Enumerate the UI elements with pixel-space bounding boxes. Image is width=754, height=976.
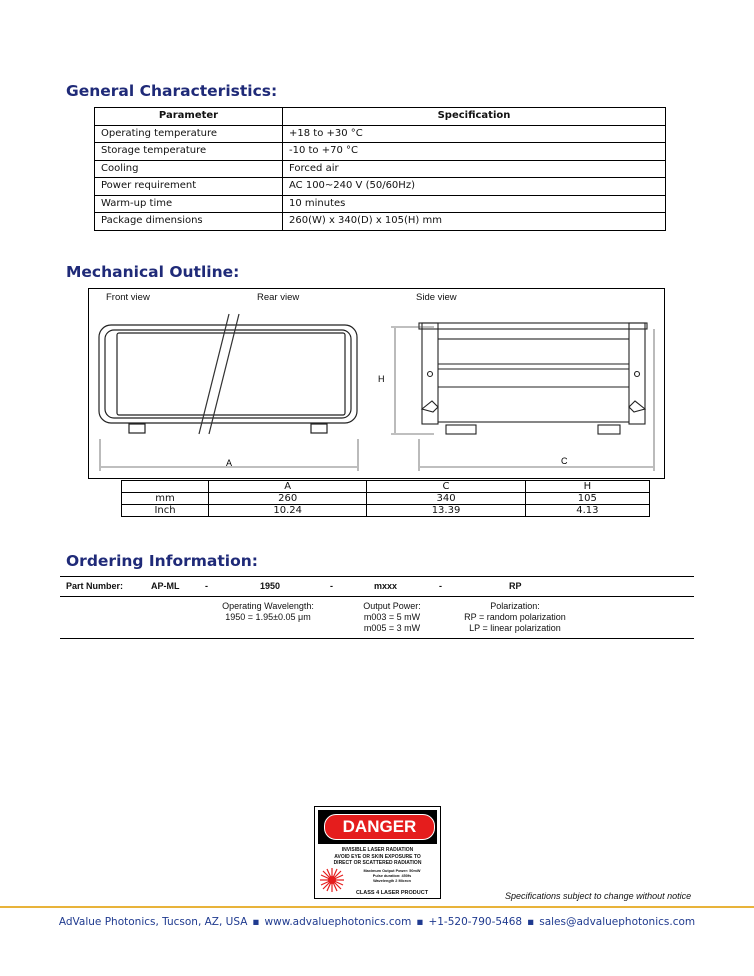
footer-phone: +1-520-790-5468 [428, 916, 523, 928]
polarization-option: LP = linear polarization [469, 623, 561, 633]
parameter-cell: Storage temperature [95, 143, 283, 161]
part-polarization-code: RP [509, 581, 522, 591]
specification-cell: 10 minutes [283, 195, 666, 213]
danger-laser-label [314, 806, 441, 899]
danger-line: AVOID EYE OR SKIN EXPOSURE TO [334, 853, 421, 860]
ordering-divider [60, 596, 694, 597]
footer-separator: ▪ [252, 916, 260, 928]
table-row [95, 195, 666, 213]
power-option: m003 = 5 mW [363, 612, 421, 622]
part-separator: - [205, 581, 208, 591]
table-row [95, 178, 666, 196]
danger-header [318, 810, 437, 844]
parameter-cell: Warm-up time [95, 195, 283, 213]
front-rear-view-drawing [99, 314, 357, 434]
disclaimer-text: Specifications subject to change without notice [505, 891, 692, 901]
footer-company: AdValue Photonics, Tucson, AZ, USA [58, 916, 248, 928]
specification-cell: -10 to +70 °C [283, 143, 666, 161]
specification-cell: 260(W) x 340(D) x 105(H) mm [283, 213, 666, 231]
footer [0, 916, 754, 928]
danger-warning-text [318, 847, 437, 867]
specification-cell: AC 100~240 V (50/60Hz) [283, 178, 666, 196]
dimension-lines [100, 327, 654, 471]
table-row [95, 143, 666, 161]
value-cell: 10.24 [209, 505, 367, 517]
footer-email-link[interactable]: sales@advaluephotonics.com [539, 916, 696, 928]
rear-view-label: Rear view [257, 292, 300, 303]
part-separator: - [439, 581, 442, 591]
header-blank [122, 481, 209, 493]
value-cell: 4.13 [525, 505, 649, 517]
wavelength-title: Operating Wavelength: [222, 601, 314, 611]
table-row [95, 125, 666, 143]
power-title: Output Power: [363, 601, 421, 611]
mechanical-outline-title: Mechanical Outline: [66, 263, 240, 281]
polarization-description [460, 601, 570, 634]
side-view-label: Side view [416, 292, 457, 303]
footer-divider [0, 906, 754, 908]
power-option: m005 = 3 mW [363, 623, 421, 633]
part-power-code: mxxx [374, 581, 398, 591]
footer-separator: ▪ [527, 916, 535, 928]
danger-heading: DANGER [324, 814, 435, 840]
part-wavelength-code: 1950 [260, 581, 281, 591]
danger-spec-line: Pulse duration: 450fs [372, 874, 412, 878]
table-row [95, 213, 666, 231]
mechanical-drawing-frame [88, 288, 665, 479]
general-characteristics-table [94, 107, 666, 231]
unit-cell: mm [122, 493, 209, 505]
danger-spec-line: Maximum Output Power: 50mW [363, 869, 421, 873]
header-parameter: Parameter [95, 108, 283, 126]
parameter-cell: Power requirement [95, 178, 283, 196]
ordering-information-table [60, 576, 694, 639]
mechanical-outline-drawing [89, 289, 666, 480]
dimension-label-a: A [226, 458, 233, 468]
footer-separator: ▪ [416, 916, 424, 928]
dimension-label-c: C [561, 456, 568, 466]
side-view-drawing [419, 323, 647, 434]
unit-cell: Inch [122, 505, 209, 517]
laser-class: CLASS 4 LASER PRODUCT [355, 890, 429, 896]
dimensions-table [121, 480, 650, 517]
footer-website-link[interactable]: www.advaluephotonics.com [264, 916, 412, 928]
header-a: A [209, 481, 367, 493]
polarization-option: RP = random polarization [464, 612, 566, 622]
danger-line: INVISIBLE LASER RADIATION [341, 847, 414, 853]
value-cell: 13.39 [367, 505, 525, 517]
header-c: C [367, 481, 525, 493]
part-separator: - [330, 581, 333, 591]
danger-spec-line: Wavelength 2 Micron [373, 879, 411, 883]
table-header-row [95, 108, 666, 126]
front-view-label: Front view [106, 292, 150, 303]
danger-line: DIRECT OR SCATTERED RADIATION [333, 860, 422, 866]
parameter-cell: Package dimensions [95, 213, 283, 231]
header-specification: Specification [283, 108, 666, 126]
value-cell: 340 [367, 493, 525, 505]
laser-starburst-icon [319, 867, 345, 893]
dimension-label-h: H [378, 374, 385, 384]
general-characteristics-title: General Characteristics: [66, 82, 278, 100]
specification-cell: Forced air [283, 160, 666, 178]
part-number-label: Part Number: [66, 581, 124, 591]
specification-cell: +18 to +30 °C [283, 125, 666, 143]
table-row [122, 505, 650, 517]
table-row [95, 160, 666, 178]
header-h: H [525, 481, 649, 493]
wavelength-option: 1950 = 1.95±0.05 μm [225, 612, 311, 622]
polarization-title: Polarization: [490, 601, 540, 611]
table-header-row [122, 481, 650, 493]
table-row [122, 493, 650, 505]
ordering-information-title: Ordering Information: [66, 552, 258, 570]
power-description [352, 601, 432, 634]
value-cell: 260 [209, 493, 367, 505]
parameter-cell: Operating temperature [95, 125, 283, 143]
part-prefix: AP-ML [151, 581, 180, 591]
wavelength-description [218, 601, 318, 623]
danger-specs [347, 869, 437, 884]
value-cell: 105 [525, 493, 649, 505]
parameter-cell: Cooling [95, 160, 283, 178]
